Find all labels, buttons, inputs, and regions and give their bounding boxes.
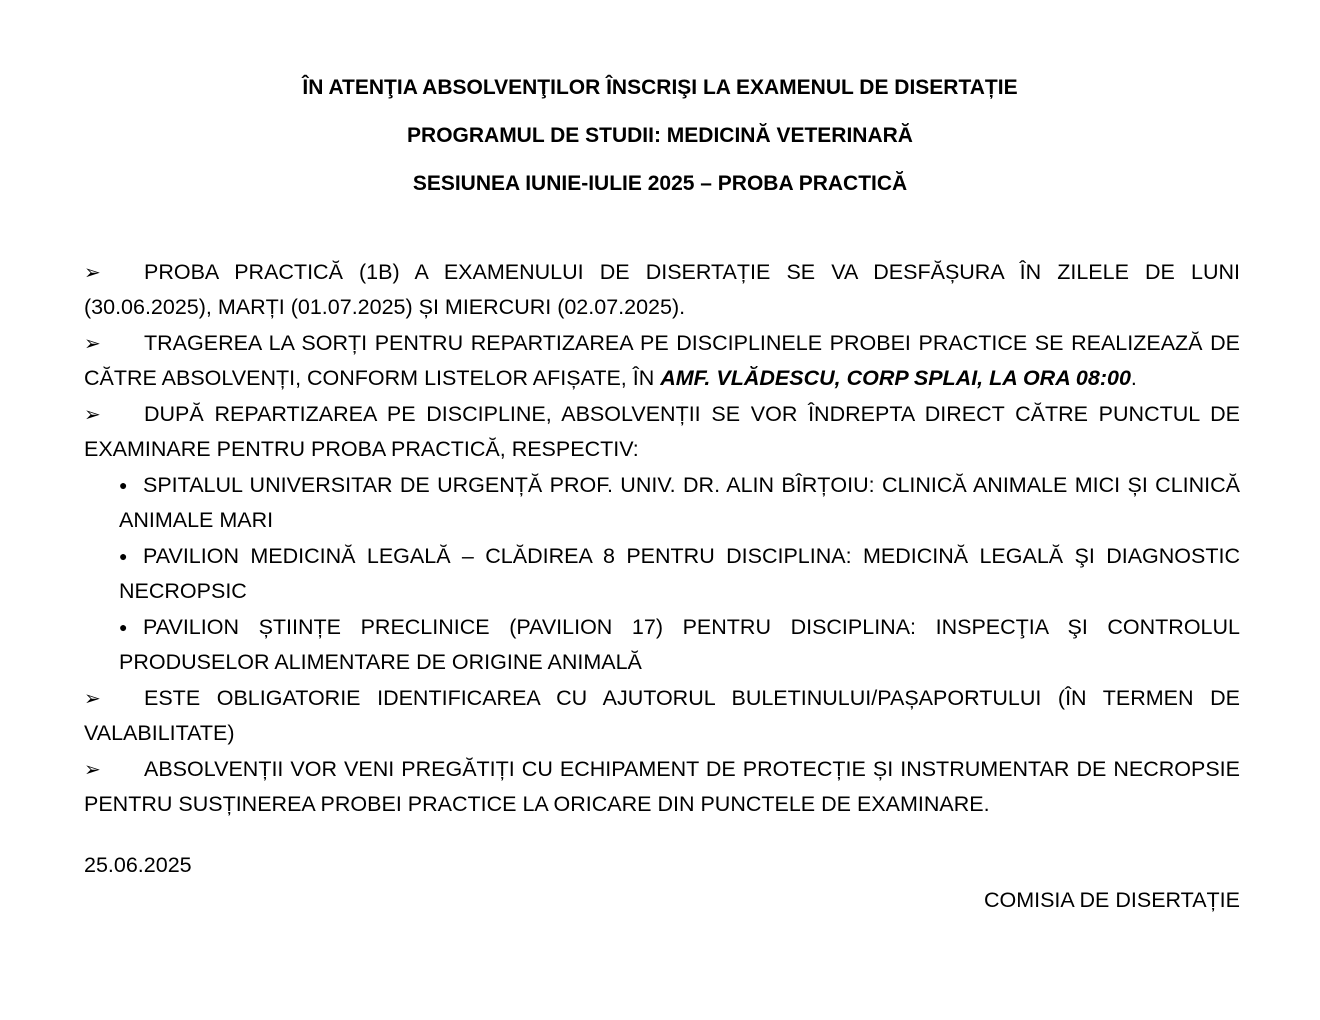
- arrow-bullet-icon: ➢: [84, 757, 101, 781]
- list-item: [84, 681, 1240, 751]
- title-line-1: ÎN ATENŢIA ABSOLVENŢILOR ÎNSCRIŞI LA EXAMENUL DE DISERTAȚIE: [302, 76, 1018, 99]
- item-text-end: .: [1130, 366, 1137, 390]
- title-line-3: SESIUNEA IUNIE-IULIE 2025 – PROBA PRACTICĂ: [412, 172, 908, 195]
- title-line-2: PROGRAMUL DE STUDII: MEDICINĂ VETERINARĂ: [407, 124, 913, 147]
- arrow-bullet-icon: ➢: [84, 402, 101, 426]
- sub-list-item: [119, 610, 1240, 680]
- dot-bullet-icon: ●: [119, 477, 128, 493]
- dot-bullet-icon: ●: [119, 548, 128, 564]
- item-text: PROBA PRACTICĂ (1B) A EXAMENULUI DE DISERTAȚIE SE VA DESFĂȘURA ÎN ZILELE DE LUNI (30.06.2025), MARȚI (01.07.2025) ȘI MIERCURI (02.07.2025).: [84, 260, 1240, 319]
- arrow-bullet-icon: ➢: [84, 260, 101, 284]
- sub-item-text: PAVILION MEDICINĂ LEGALĂ – CLĂDIREA 8 PENTRU DISCIPLINA: MEDICINĂ LEGALĂ ŞI DIAGNOSTIC NECROPSIC: [119, 544, 1240, 603]
- list-item: [84, 752, 1240, 822]
- sub-list-item: [119, 468, 1240, 538]
- arrow-bullet-icon: ➢: [84, 686, 101, 710]
- list-item: [84, 397, 1240, 467]
- list-item: [84, 255, 1240, 325]
- list-item: [84, 326, 1240, 396]
- item-text: DUPĂ REPARTIZAREA PE DISCIPLINE, ABSOLVENȚII SE VOR ÎNDREPTA DIRECT CĂTRE PUNCTUL DE EXAMINARE PENTRU PROBA PRACTICĂ, RESPECTIV:: [84, 402, 1240, 461]
- announcement-list: [84, 255, 1240, 823]
- arrow-bullet-icon: ➢: [84, 331, 101, 355]
- item-text: ESTE OBLIGATORIE IDENTIFICAREA CU AJUTORUL BULETINULUI/PAȘAPORTULUI (ÎN TERMEN DE VALABILITATE): [84, 686, 1240, 745]
- sub-list-item: [119, 539, 1240, 609]
- document-date: 25.06.2025: [84, 853, 192, 877]
- sub-item-text: PAVILION ȘTIINȚE PRECLINICE (PAVILION 17) PENTRU DISCIPLINA: INSPECŢIA ŞI CONTROLUL PRODUSELOR ALIMENTARE DE ORIGINE ANIMALĂ: [119, 615, 1240, 674]
- sub-item-text: SPITALUL UNIVERSITAR DE URGENȚĂ PROF. UNIV. DR. ALIN BÎRȚOIU: CLINICĂ ANIMALE MICI ȘI CLINICĂ ANIMALE MARI: [119, 473, 1240, 532]
- exam-location: AMF. VLĂDESCU, CORP SPLAI, LA ORA 08:00: [660, 366, 1131, 390]
- dot-bullet-icon: ●: [119, 619, 128, 635]
- signature-commission: COMISIA DE DISERTAȚIE: [983, 888, 1240, 912]
- item-text: TRAGEREA LA SORȚI PENTRU REPARTIZAREA PE DISCIPLINELE PROBEI PRACTICE SE REALIZEAZĂ DE CĂTRE ABSOLVENȚI, CONFORM LISTELOR AFIȘATE, ÎN: [84, 331, 1240, 390]
- item-text: ABSOLVENȚII VOR VENI PREGĂTIȚI CU ECHIPAMENT DE PROTECȚIE ȘI INSTRUMENTAR DE NECROPSIE PENTRU SUSȚINEREA PROBEI PRACTICE LA ORICARE DIN PUNCTELE DE EXAMINARE.: [84, 757, 1240, 816]
